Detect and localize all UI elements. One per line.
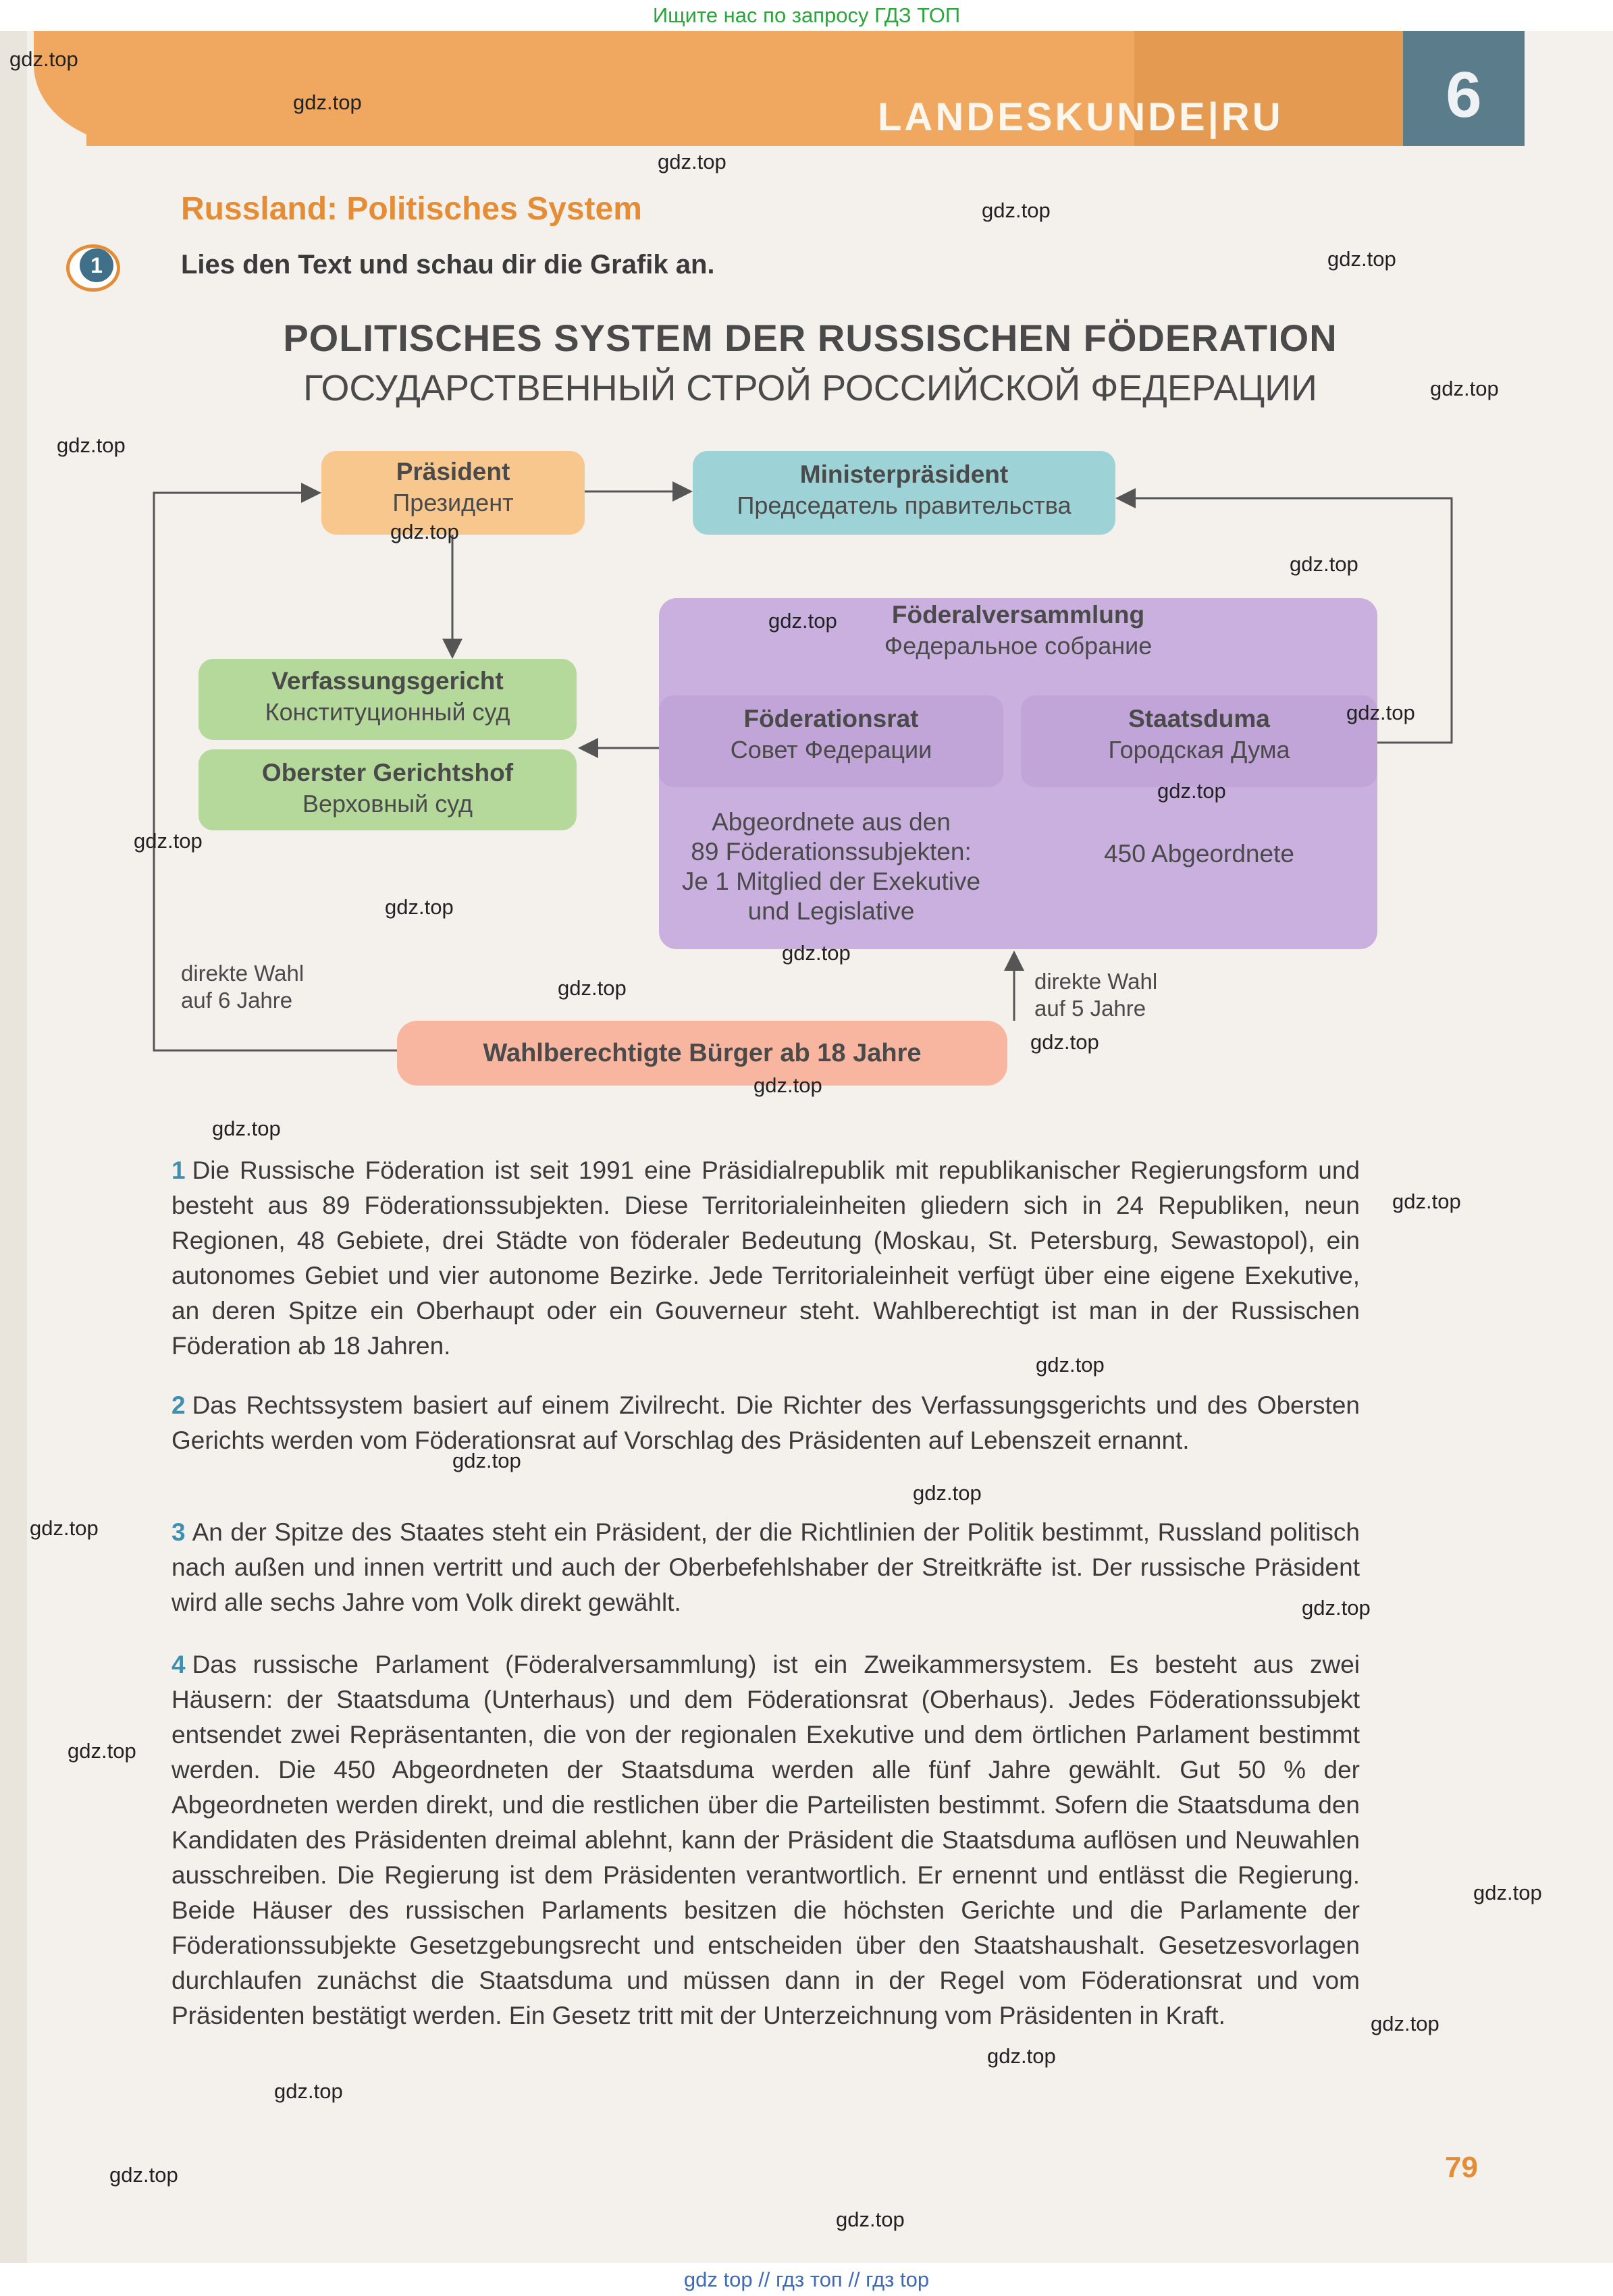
foederationsrat-body-line: Abgeordnete aus den	[712, 808, 951, 836]
praesident-de: Präsident	[396, 458, 510, 485]
paragraph-text: Das Rechtssystem basiert auf einem Zivilrecht. Die Richter des Verfassungsgerichts und des Obersten Gerichts werden vom Föderationsrat auf Vorschlag des Präsidenten auf Lebenszeit ernannt.	[171, 1391, 1360, 1454]
box-ministerpraesident	[693, 451, 1115, 535]
watermark: gdz.top	[1036, 1353, 1105, 1377]
paragraph-1	[171, 1153, 1360, 1364]
watermark: gdz.top	[836, 2208, 905, 2231]
watermark: gdz.top	[57, 433, 126, 457]
watermark: gdz.top	[274, 2079, 343, 2103]
staatsduma-ru: Городская Дума	[1108, 736, 1290, 764]
watermark: gdz.top	[913, 1481, 982, 1505]
task-number: 1	[80, 248, 113, 282]
box-oberster-gerichtshof	[199, 749, 577, 830]
diagram-title-ru: ГОСУДАРСТВЕННЫЙ СТРОЙ РОССИЙСКОЙ ФЕДЕРАЦИИ	[303, 368, 1317, 408]
paragraph-3	[171, 1515, 1360, 1620]
oberster-gerichtshof-de: Oberster Gerichtshof	[261, 759, 514, 786]
verfassungsgericht-de: Verfassungsgericht	[271, 667, 504, 695]
paragraph-text: An der Spitze des Staates steht ein Präsident, der die Richtlinien der Politik bestimmt, Russland politisch nach außen und innen vertritt und auch der Oberbefehlshaber der Streitkräfte ist. Der russische Präsident wird alle sechs Jahre vom Volk direkt gewählt.	[171, 1518, 1360, 1616]
paragraph-text: Die Russische Föderation ist seit 1991 eine Präsidialrepublik mit republikanischer Regierungsform und besteht aus 89 Föderationssubjekten. Diese Territorialeinheiten gliedern sich in 24 Republiken, neun Regionen, 48 Gebiete, drei Städte von föderaler Bedeutung (Moskau, St. Petersburg, Sewastopol), ein autonomes Gebiet und vier autonome Bezirke. Jede Territorialeinheit verfügt über eine eigene Exekutive, an deren Spitze ein Oberhaupt oder ein Gouverneur steht. Wahlberechtigt ist man in der Russischen Föderation ab 18 Jahren.	[171, 1156, 1360, 1360]
minister-ru: Председатель правительства	[737, 491, 1072, 519]
watermark: gdz.top	[385, 895, 454, 919]
top-banner[interactable]: Ищите нас по запросу ГДЗ ТОП	[0, 0, 1613, 31]
wahl-label-right	[1034, 968, 1157, 1022]
watermark: gdz.top	[1430, 377, 1499, 400]
watermark: gdz.top	[1473, 1881, 1542, 1904]
diagram-title-de: POLITISCHES SYSTEM DER RUSSISCHEN FÖDERATION	[283, 317, 1338, 359]
paragraph-4	[171, 1647, 1360, 2033]
oberster-gerichtshof-ru: Верховный суд	[302, 790, 473, 818]
watermark: gdz.top	[1327, 247, 1396, 271]
watermark: gdz.top	[109, 2163, 178, 2187]
box-foederationsrat	[659, 695, 1003, 787]
wahl-label-left	[181, 960, 304, 1014]
unit-number: 6	[1446, 59, 1482, 131]
section-title: Russland: Politisches System	[181, 191, 642, 227]
wahl-left-line: auf 6 Jahre	[181, 988, 293, 1013]
foederationsrat-de: Föderationsrat	[743, 705, 919, 732]
watermark: gdz.top	[1392, 1190, 1461, 1213]
watermark: gdz.top	[212, 1117, 281, 1140]
watermark: gdz.top	[1030, 1030, 1099, 1054]
paragraph-2	[171, 1388, 1360, 1458]
wahl-left-line: direkte Wahl	[181, 961, 305, 986]
staatsduma-de: Staatsduma	[1128, 705, 1270, 732]
foederationsrat-body-line: Je 1 Mitglied der Exekutive	[681, 867, 981, 895]
watermark: gdz.top	[753, 1073, 822, 1097]
task-instruction: Lies den Text und schau dir die Grafik an.	[181, 250, 715, 279]
watermark: gdz.top	[9, 47, 78, 71]
watermark: gdz.top	[68, 1739, 136, 1763]
paragraph-number: 3	[171, 1518, 186, 1546]
foederationsrat-body-line: und Legislative	[747, 897, 915, 925]
watermark: gdz.top	[987, 2044, 1056, 2068]
watermark: gdz.top	[1371, 2012, 1439, 2035]
watermark: gdz.top	[658, 150, 726, 173]
praesident-ru: Президент	[392, 489, 514, 516]
watermark: gdz.top	[293, 90, 362, 114]
foederalversammlung-head	[659, 601, 1377, 660]
paragraph-text: Das russische Parlament (Föderalversammlung) ist ein Zweikammersystem. Es besteht aus zwei Häusern: der Staatsduma (Unterhaus) und dem Föderationsrat (Oberhaus). Jedes Föderationssubjekt entsendet zwei Repräsentanten, die von der regionalen Exekutive und dem örtlichen Parlament bestimmt werden. Die 450 Abgeordneten der Staatsduma werden alle fünf Jahre gewählt. Gut 50 % der Abgeordneten werden direkt, und die restlichen über die Parteilisten bestimmt. Sofern die Staatsduma den Kandidaten des Präsidenten dreimal ablehnt, kann der Präsident die Staatsduma auflösen und Neuwahlen ausschreiben. Die Regierung ist dem Präsidenten verantwortlich. Er ernennt und entlässt die Regierung. Beide Häuser des russischen Parlaments besitzen die höchsten Gerichte und die Parlamente der Föderationssubjekte Gesetzgebungsrecht und entscheiden über den Staatshaushalt. Gesetzesvorlagen durchlaufen zunächst die Staatsduma und müssen dann in der Regel vom Föderationsrat und vom Präsidenten bestätigt werden. Ein Gesetz tritt mit der Unterzeichnung vom Präsidenten in Kraft.	[171, 1651, 1360, 2029]
watermark: gdz.top	[452, 1449, 521, 1472]
watermark: gdz.top	[782, 941, 851, 965]
watermark: gdz.top	[1346, 701, 1415, 724]
foederalversammlung-ru: Федеральное собрание	[884, 632, 1153, 660]
foederationsrat-ru: Совет Федерации	[730, 736, 932, 764]
paragraph-number: 2	[171, 1391, 186, 1419]
watermark: gdz.top	[1302, 1596, 1371, 1620]
minister-de: Ministerpräsident	[799, 460, 1009, 488]
watermark: gdz.top	[558, 976, 627, 1000]
page-number: 79	[1445, 2151, 1478, 2184]
verfassungsgericht-ru: Конституционный суд	[265, 698, 510, 726]
watermark: gdz.top	[134, 829, 203, 853]
foederationsrat-body-line: 89 Föderationssubjekten:	[691, 838, 972, 865]
watermark: gdz.top	[30, 1516, 99, 1540]
watermark: gdz.top	[768, 609, 837, 633]
watermark: gdz.top	[1157, 779, 1226, 803]
paragraph-number: 1	[171, 1156, 186, 1184]
staatsduma-body: 450 Abgeordnete	[1104, 840, 1294, 867]
watermark: gdz.top	[982, 198, 1051, 222]
bottom-banner[interactable]: gdz top // гдз топ // гдз top	[0, 2263, 1613, 2296]
wahl-right-line: direkte Wahl	[1034, 969, 1158, 994]
foederalversammlung-de: Föderalversammlung	[891, 601, 1145, 629]
wahl-right-line: auf 5 Jahre	[1034, 996, 1146, 1021]
box-buerger: Wahlberechtigte Bürger ab 18 Jahre	[397, 1021, 1007, 1086]
box-verfassungsgericht	[199, 659, 577, 740]
foederationsrat-body	[659, 807, 1003, 926]
watermark: gdz.top	[390, 520, 459, 543]
series-label: LANDESKUNDE|RU	[878, 95, 1284, 139]
watermark: gdz.top	[1290, 552, 1358, 576]
box-staatsduma	[1021, 695, 1377, 787]
paragraph-number: 4	[171, 1651, 186, 1678]
